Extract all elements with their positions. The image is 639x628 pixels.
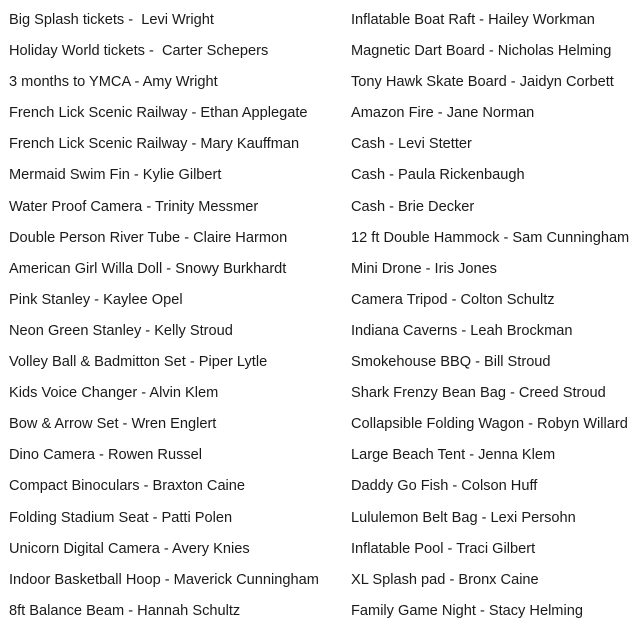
list-item: Daddy Go Fish - Colson Huff — [351, 478, 538, 495]
list-item: Dino Camera - Rowen Russel — [9, 447, 203, 464]
list-item: French Lick Scenic Railway - Mary Kauffman — [9, 136, 300, 153]
list-item: Mermaid Swim Fin - Kylie Gilbert — [9, 167, 222, 184]
list-item: Amazon Fire - Jane Norman — [351, 105, 535, 122]
list-item: Camera Tripod - Colton Schultz — [351, 291, 555, 308]
right-column — [342, 0, 639, 628]
list-item: Inflatable Pool - Traci Gilbert — [351, 540, 536, 557]
list-item: Cash - Brie Decker — [351, 198, 475, 215]
list-item: Bow & Arrow Set - Wren Englert — [9, 416, 217, 433]
list-item: 8ft Balance Beam - Hannah Schultz — [9, 602, 241, 619]
list-item: Smokehouse BBQ - Bill Stroud — [351, 354, 551, 371]
list-item: Cash - Levi Stetter — [351, 136, 472, 153]
list-item: 3 months to YMCA - Amy Wright — [9, 74, 218, 91]
list-item: Mini Drone - Iris Jones — [351, 260, 497, 277]
list-item: French Lick Scenic Railway - Ethan Applegate — [9, 105, 308, 122]
list-item: Family Game Night - Stacy Helming — [351, 602, 583, 619]
list-item: Double Person River Tube - Claire Harmon — [9, 229, 288, 246]
list-item: Pink Stanley - Kaylee Opel — [9, 291, 183, 308]
list-item: Neon Green Stanley - Kelly Stroud — [9, 322, 233, 339]
list-item: Volley Ball & Badmitton Set - Piper Lytle — [9, 354, 268, 371]
list-item: XL Splash pad - Bronx Caine — [351, 571, 539, 588]
list-item: Unicorn Digital Camera - Avery Knies — [9, 540, 250, 557]
list-item: Inflatable Boat Raft - Hailey Workman — [351, 12, 595, 28]
list-item: Holiday World tickets - Carter Schepers — [9, 43, 269, 60]
list-item: Folding Stadium Seat - Patti Polen — [9, 509, 233, 526]
list-item: Magnetic Dart Board - Nicholas Helming — [351, 43, 612, 60]
list-item: Cash - Paula Rickenbaugh — [351, 167, 525, 184]
list-item: Lululemon Belt Bag - Lexi Persohn — [351, 509, 576, 526]
list-item: Collapsible Folding Wagon - Robyn Willard — [351, 416, 628, 433]
list-item: 12 ft Double Hammock - Sam Cunningham — [351, 229, 630, 246]
list-item: Water Proof Camera - Trinity Messmer — [9, 198, 259, 215]
list-item: Shark Frenzy Bean Bag - Creed Stroud — [351, 385, 606, 402]
list-item: Big Splash tickets - Levi Wright — [9, 12, 214, 28]
list-item: Compact Binoculars - Braxton Caine — [9, 478, 246, 495]
list-item: Indoor Basketball Hoop - Maverick Cunningham — [9, 571, 319, 588]
list-item: Kids Voice Changer - Alvin Klem — [9, 385, 219, 402]
list-item: Large Beach Tent - Jenna Klem — [351, 447, 556, 464]
list-item: Tony Hawk Skate Board - Jaidyn Corbett — [351, 74, 614, 91]
list-item: Indiana Caverns - Leah Brockman — [351, 322, 573, 339]
list-item: American Girl Willa Doll - Snowy Burkhardt — [9, 260, 287, 277]
